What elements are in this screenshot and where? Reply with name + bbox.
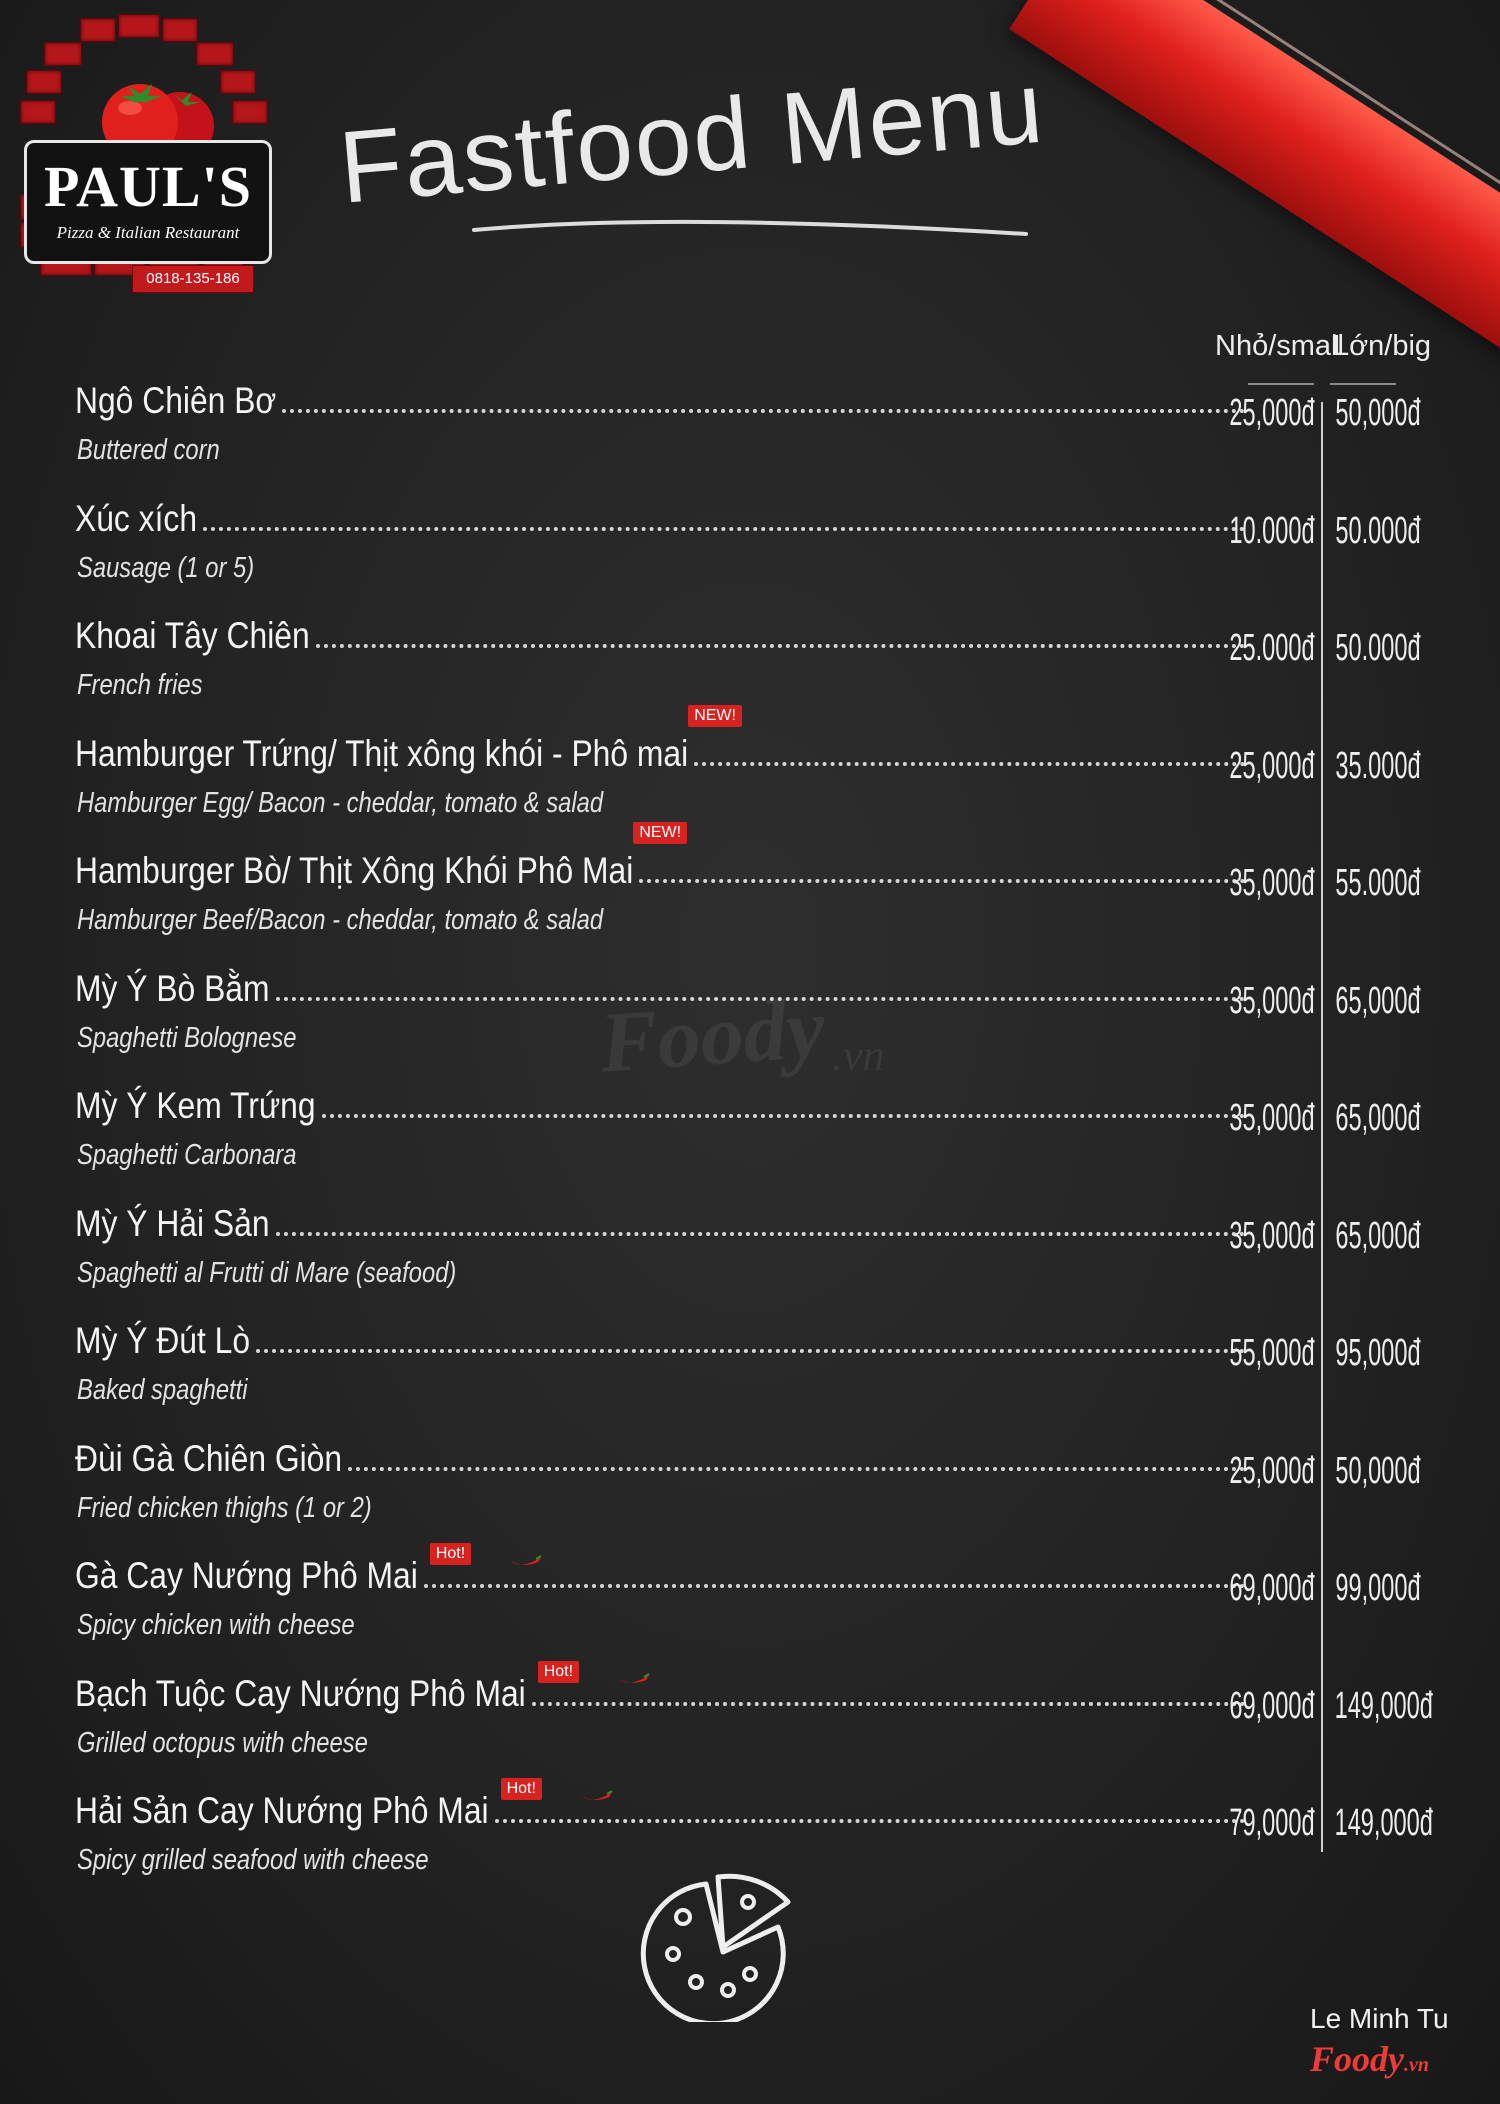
item-name: Mỳ Ý Đút Lò [75,1320,251,1361]
menu-item [75,615,1445,725]
leader-dots [639,879,1245,883]
hot-badge: Hot! [538,1661,579,1683]
menu-item [75,706,1445,843]
item-description: Spicy grilled seafood with cheese [77,1844,429,1876]
menu-item [75,1085,1445,1195]
menu-item [75,380,1445,490]
column-header-big: Lớn/big [1333,330,1432,362]
item-description: Spaghetti al Frutti di Mare (seafood) [77,1256,457,1289]
menu-item [75,824,1445,960]
menu-item [75,1545,1445,1665]
pizza-icon [638,1872,808,2022]
item-description: Spicy chicken with cheese [77,1609,355,1641]
price-small: 25,000đ [1229,1449,1315,1492]
brick [80,18,116,42]
brick [26,70,62,94]
logo-name: PAUL'S [44,154,252,219]
item-name: Khoai Tây Chiên [75,615,310,656]
item-description: Sausage (1 or 5) [77,551,255,584]
leader-dots [282,409,1245,413]
price-small: 69,000đ [1229,1684,1315,1727]
item-name: Mỳ Ý Hải Sản [75,1202,270,1244]
item-description: Baked spaghetti [77,1374,248,1406]
item-name: Mỳ Ý Bò Bằm [75,967,270,1009]
logo-plate [24,140,272,264]
item-name: Ngô Chiên Bơ [75,380,277,421]
item-description: Fried chicken thighs (1 or 2) [77,1491,372,1524]
price-small: 69,000đ [1229,1567,1315,1609]
logo-subtitle: Pizza & Italian Restaurant [56,223,240,242]
leader-dots [348,1467,1245,1471]
price-big: 50.000đ [1335,509,1421,552]
leader-dots [532,1702,1245,1706]
chili-icon [579,1790,613,1802]
item-description: French fries [77,669,203,701]
menu-item [75,498,1445,608]
leader-dots [424,1584,1245,1588]
title-underline [470,200,1030,240]
item-name: Xúc xích [75,497,198,539]
brick [162,18,198,42]
menu-item [75,1320,1445,1430]
price-big: 50,000đ [1335,1449,1421,1492]
price-big: 99,000đ [1335,1567,1421,1609]
brick [232,100,268,124]
price-small: 35,000đ [1229,1097,1315,1139]
price-big: 65,000đ [1335,1214,1421,1257]
price-small: 35,000đ [1229,1214,1315,1257]
price-small: 25,000đ [1229,744,1315,787]
item-name: Mỳ Ý Kem Trứng [75,1085,316,1126]
price-big: 95,000đ [1335,1332,1421,1374]
leader-dots [322,1114,1245,1118]
chili-icon [508,1555,542,1567]
item-description: Grilled octopus with cheese [77,1726,368,1759]
credit-author: Le Minh Tu [1310,2003,1449,2034]
item-name: Đùi Gà Chiên Giòn [75,1437,343,1479]
new-badge: NEW! [633,822,687,844]
price-small: 25.000đ [1229,627,1315,669]
brick [118,14,160,38]
price-small: 35,000đ [1229,979,1315,1022]
price-big: 55.000đ [1335,862,1421,904]
logo-phone: 0818-135-186 [132,265,254,293]
price-small: 35,000đ [1229,862,1315,904]
brick [196,42,234,66]
price-big: 149,000đ [1334,1802,1433,1844]
price-big: 65,000đ [1335,979,1421,1022]
price-big: 50,000đ [1335,392,1421,434]
menu-item [75,1662,1445,1783]
restaurant-logo [20,12,270,342]
price-small: 25,000đ [1229,392,1315,434]
chili-icon [616,1673,650,1685]
brick [44,42,82,66]
item-name: Hamburger Bò/ Thịt Xông Khói Phô Mai [75,850,634,891]
leader-dots [203,527,1245,531]
hot-badge: Hot! [430,1543,471,1565]
column-header-small: Nhỏ/small [1215,330,1344,362]
credit-brand-suffix: .vn [1404,2054,1429,2076]
leader-dots [694,762,1245,766]
menu-item [75,1203,1445,1313]
menu-item [75,1438,1445,1548]
item-name: Hamburger Trứng/ Thịt xông khói - Phô mai [75,732,689,774]
credit-brand-name: Foody [1310,2039,1404,2079]
price-small: 55,000đ [1229,1332,1315,1374]
hot-badge: Hot! [501,1778,542,1800]
price-big: 50.000đ [1335,627,1421,669]
item-name: Hải Sản Cay Nướng Phô Mai [75,1790,489,1831]
price-big: 35.000đ [1335,744,1421,787]
item-description: Hamburger Egg/ Bacon - cheddar, tomato & salad [77,786,604,819]
foody-watermark-suffix: .vn [832,1031,885,1080]
credit-brand [1310,2038,1429,2080]
item-name: Gà Cay Nướng Phô Mai [75,1555,418,1596]
leader-dots [276,1232,1245,1236]
price-small: 10.000đ [1229,509,1315,552]
item-description: Buttered corn [77,434,220,466]
item-description: Hamburger Beef/Bacon - cheddar, tomato & salad [77,904,604,936]
leader-dots [495,1819,1245,1823]
price-big: 65,000đ [1335,1097,1421,1139]
brick [20,100,56,124]
leader-dots [256,1349,1245,1353]
item-description: Spaghetti Carbonara [77,1139,297,1171]
price-small: 79,000đ [1229,1802,1315,1844]
price-big: 149,000đ [1334,1684,1433,1727]
item-description: Spaghetti Bolognese [77,1021,297,1054]
page-title: Fastfood Menu [334,49,1049,225]
item-name: Bạch Tuộc Cay Nướng Phô Mai [75,1672,526,1714]
new-badge: NEW! [688,705,742,727]
foody-watermark: Foody [596,979,828,1091]
leader-dots [316,644,1245,648]
